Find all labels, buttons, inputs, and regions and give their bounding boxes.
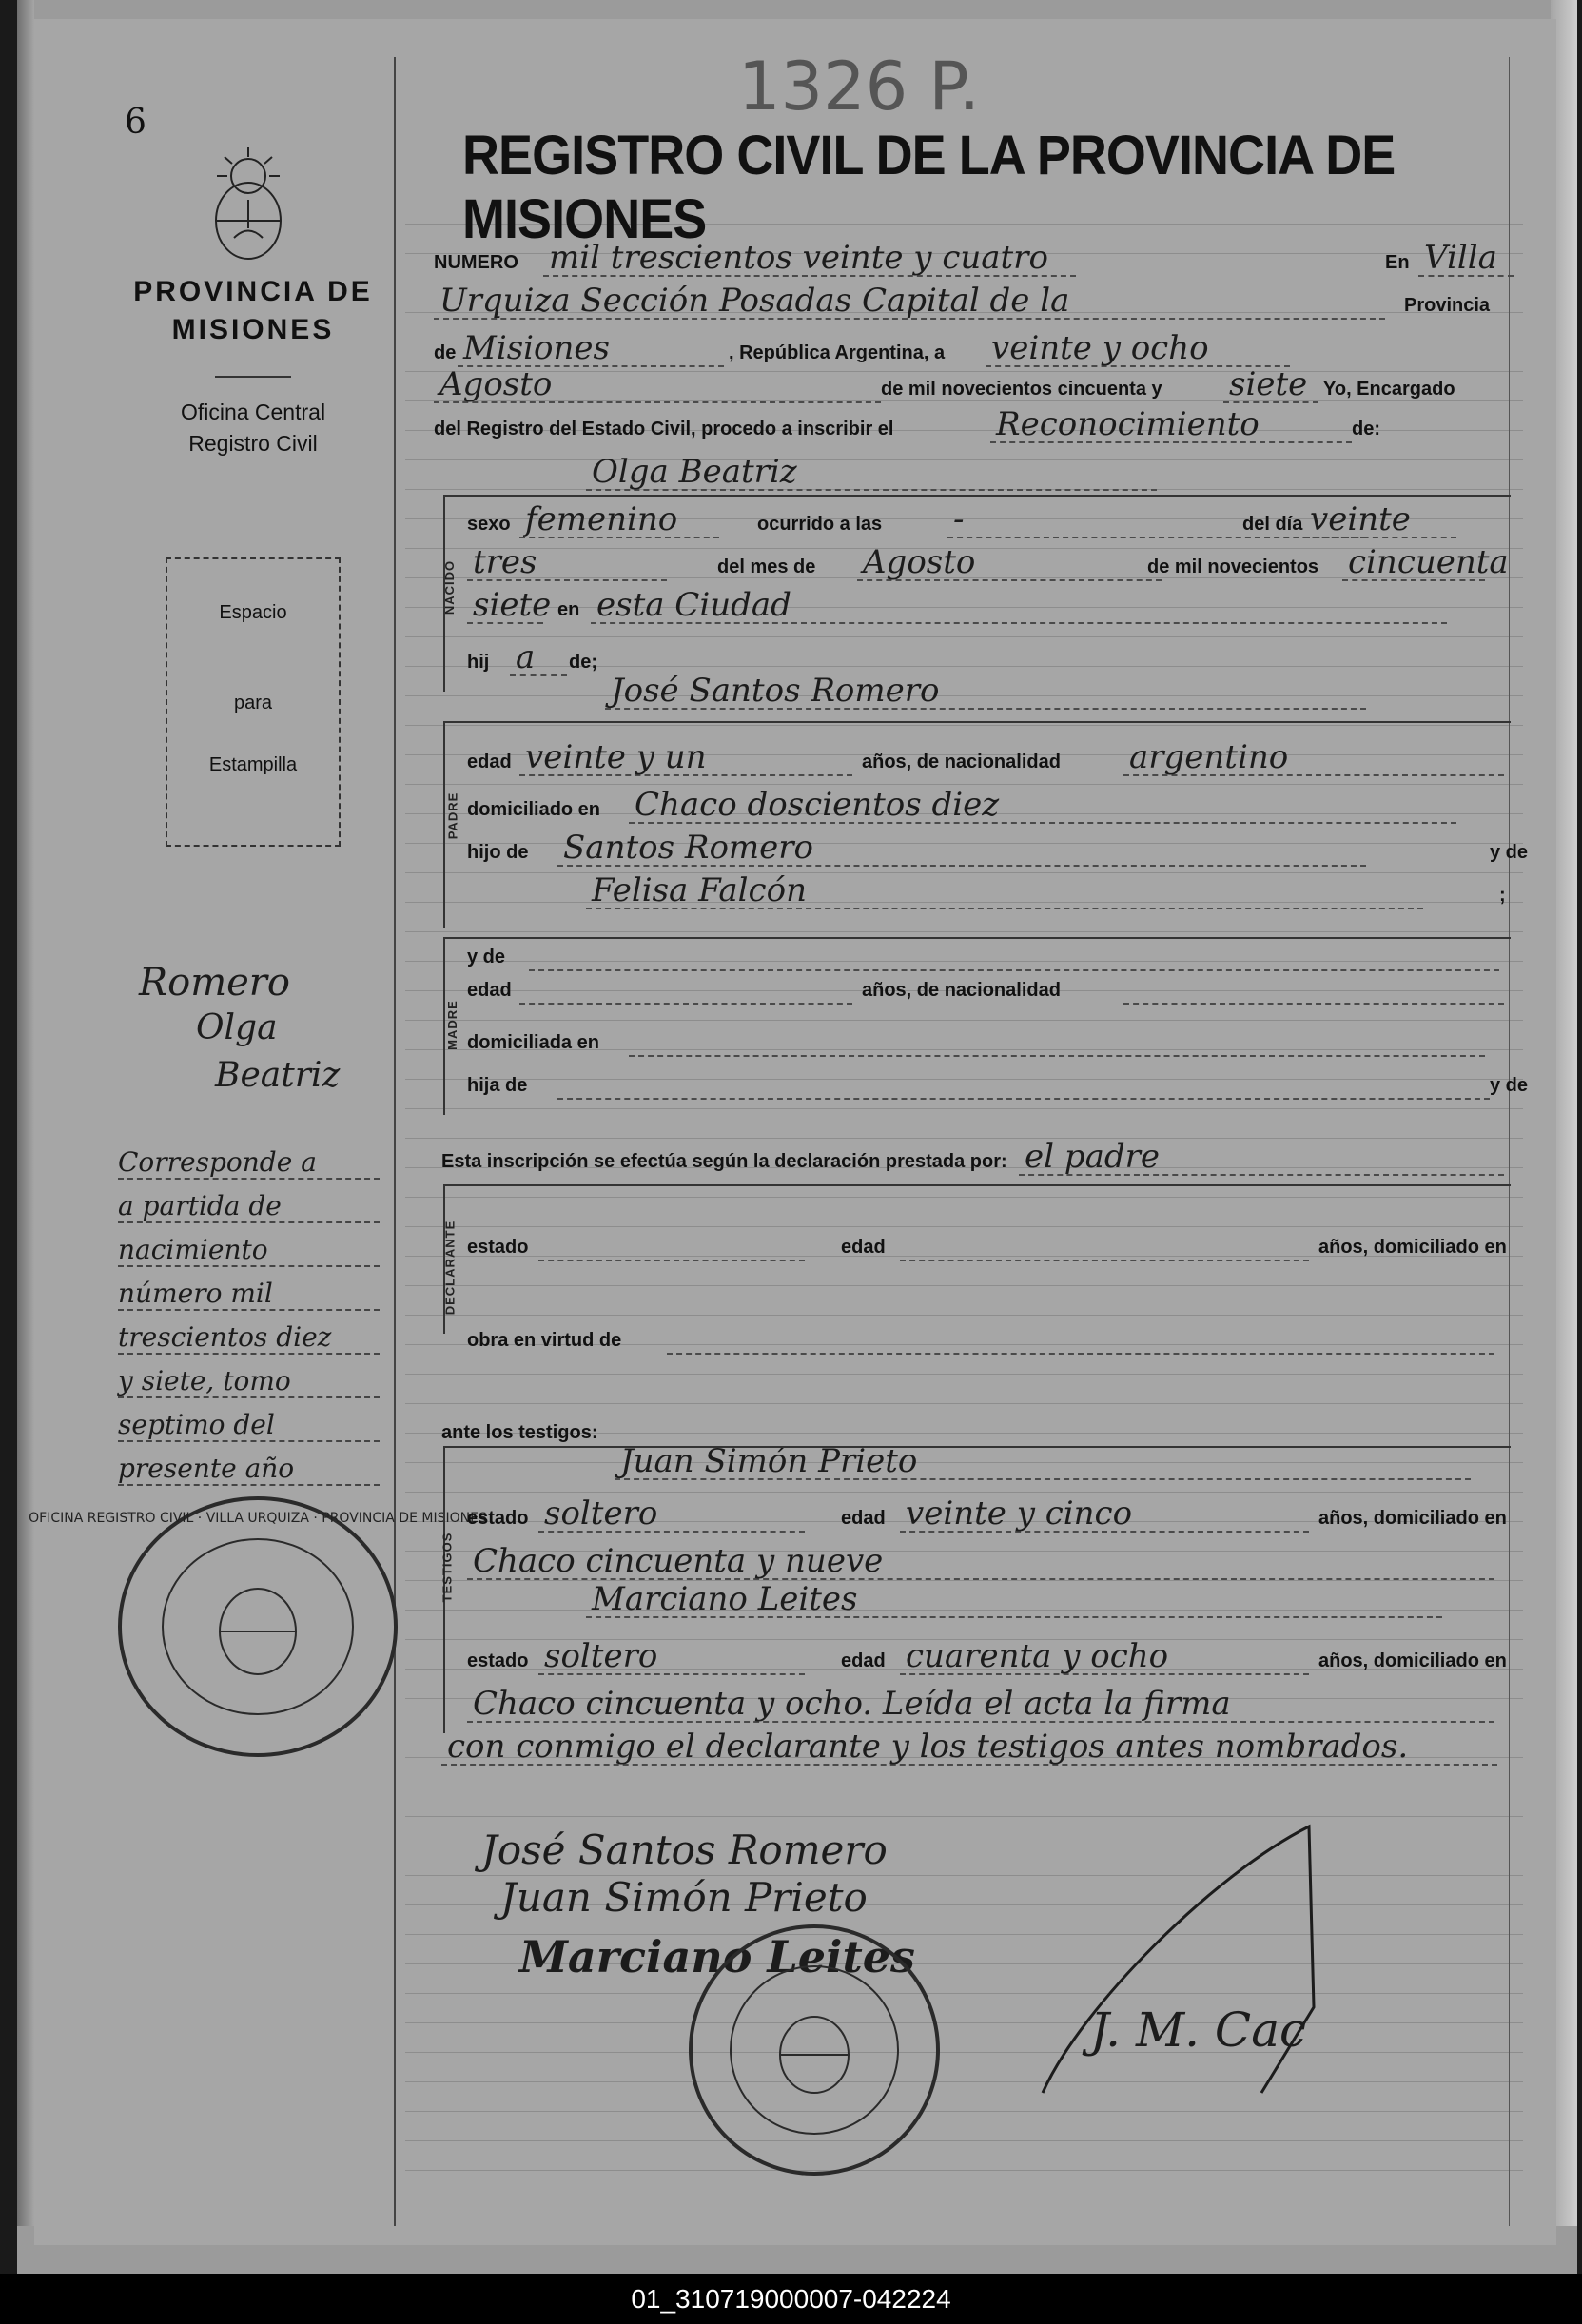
signature-flourish: [1024, 1817, 1328, 2102]
office-line1: Oficina Central: [180, 400, 326, 424]
field-line: [667, 1353, 1494, 1355]
field-label: NUMERO: [434, 252, 518, 273]
field-label: años, domiciliado en: [1318, 1237, 1507, 1258]
handwritten-value: veinte: [1310, 500, 1411, 538]
province-line1: PROVINCIA DE: [133, 276, 373, 307]
padre-section: [443, 721, 1511, 928]
field-label: de: [434, 342, 457, 363]
handwritten-value: tres: [473, 543, 537, 581]
nacido-section: [443, 495, 1511, 692]
handwritten-value: a: [516, 638, 536, 676]
margin-note-line: septimo del: [118, 1409, 380, 1442]
handwritten-value: soltero: [544, 1637, 658, 1675]
handwritten-value: Misiones: [463, 329, 610, 367]
handwritten-value: soltero: [544, 1494, 658, 1533]
field-label: de mil novecientos: [1147, 557, 1319, 577]
handwritten-value: veinte y un: [525, 738, 707, 776]
handwritten-value: veinte y ocho: [991, 329, 1209, 367]
page-body: [29, 19, 1556, 2245]
signature-encargado: J. M. Cac: [1090, 2002, 1307, 2058]
field-label: hij: [467, 652, 490, 673]
page-number: 6: [125, 103, 146, 142]
handwritten-value: cuarenta y ocho: [906, 1637, 1169, 1675]
field-label: de:: [1352, 419, 1380, 439]
field-label: hija de: [467, 1075, 528, 1096]
margin-note-line: presente año: [118, 1453, 380, 1486]
handwritten-value: con conmigo el declarante y los testigos antes nombrados.: [447, 1728, 1409, 1766]
seal-text: OFICINA REGISTRO CIVIL · VILLA URQUIZA · PROVINCIA DE MISIONES: [29, 1511, 487, 1526]
field-label: edad: [841, 1237, 886, 1258]
field-label: ante los testigos:: [441, 1422, 598, 1443]
testigos-label: TESTIGOS: [439, 1532, 455, 1603]
footer-identifier: 01_310719000007-042224: [0, 2274, 1582, 2324]
margin-note-line: Corresponde a: [118, 1146, 380, 1180]
handwritten-value: Chaco cincuenta y nueve: [473, 1542, 884, 1580]
pencil-number: 1326 P.: [738, 48, 980, 126]
field-label: años, de nacionalidad: [862, 752, 1061, 772]
margin-note-line: número mil: [118, 1278, 380, 1311]
office-line2: Registro Civil: [188, 431, 318, 456]
signature-testigo1: Juan Simón Prieto: [500, 1874, 868, 1921]
field-label: y de: [1490, 1075, 1529, 1096]
padre-label: PADRE: [445, 791, 460, 840]
field-label: del Registro del Estado Civil, procedo a inscribir el: [434, 419, 894, 439]
header-title: REGISTRO CIVIL DE LA PROVINCIA DE MISIONES: [462, 125, 1396, 250]
binding-spine: [17, 0, 34, 2226]
field-label: del mes de: [717, 557, 816, 577]
signature-declarante: José Santos Romero: [481, 1826, 888, 1873]
field-label: edad: [841, 1650, 886, 1671]
handwritten-value: Marciano Leites: [592, 1580, 858, 1618]
field-label: edad: [467, 980, 512, 1001]
province-line2: MISIONES: [171, 314, 335, 345]
field-label: años, de nacionalidad: [862, 980, 1061, 1001]
handwritten-value: Agosto: [863, 543, 976, 581]
handwritten-value: el padre: [1025, 1138, 1160, 1176]
handwritten-value: Felisa Falcón: [592, 871, 807, 909]
margin-divider: [394, 57, 396, 2226]
argentine-coat-of-arms-icon: [196, 143, 301, 266]
signature-testigo2: Marciano Leites: [519, 1931, 915, 1982]
field-label: estado: [467, 1237, 529, 1258]
handwritten-value: Olga Beatriz: [592, 453, 797, 491]
margin-firstname: Olga: [196, 1008, 278, 1047]
field-label: ;: [1499, 885, 1506, 906]
handwritten-value: Chaco cincuenta y ocho. Leída el acta la firma: [473, 1685, 1231, 1723]
margin-note-line: nacimiento: [118, 1234, 380, 1267]
handwritten-value: mil trescientos veinte y cuatro: [549, 239, 1048, 277]
field-label: hijo de: [467, 842, 529, 863]
handwritten-value: Santos Romero: [563, 829, 814, 867]
stamp-label2: para: [233, 693, 273, 713]
handwritten-value: veinte y cinco: [906, 1494, 1133, 1533]
handwritten-value: Villa: [1424, 239, 1497, 277]
field-label: ocurrido a las: [757, 514, 883, 535]
handwritten-value: femenino: [525, 500, 678, 538]
stamp-label3: Estampilla: [208, 754, 298, 775]
field-label: del día: [1242, 514, 1303, 535]
handwritten-value: esta Ciudad: [596, 586, 791, 624]
field-label: Esta inscripción se efectúa según la declaración prestada por:: [441, 1151, 1007, 1172]
field-label: , República Argentina, a: [729, 342, 946, 363]
divider: [215, 376, 291, 378]
field-label: edad: [467, 752, 512, 772]
declarante-label: DECLARANTE: [442, 1220, 458, 1316]
field-label: domiciliada en: [467, 1032, 599, 1053]
field-label: y de: [1490, 842, 1529, 863]
field-label: Provincia: [1404, 295, 1491, 316]
field-label: estado: [467, 1650, 529, 1671]
margin-note-line: y siete, tomo: [118, 1365, 380, 1398]
document-page: [17, 0, 1577, 2274]
margin-note-line: trescientos diez: [118, 1321, 380, 1355]
field-label: estado: [467, 1508, 529, 1529]
handwritten-value: siete: [473, 586, 552, 624]
margin-middlename: Beatriz: [215, 1056, 341, 1095]
field-label: obra en virtud de: [467, 1330, 622, 1351]
declarante-section: [443, 1184, 1511, 1334]
field-label: domiciliado en: [467, 799, 601, 820]
field-label: En: [1385, 252, 1410, 273]
civil-registry-seal-right: [681, 1912, 947, 2188]
field-label: edad: [841, 1508, 886, 1529]
nacido-label: NACIDO: [442, 559, 458, 615]
field-label: en: [557, 599, 580, 620]
field-label: y de: [467, 947, 506, 967]
field-label: de mil novecientos cincuenta y: [881, 379, 1162, 400]
stamp-label1: Espacio: [219, 602, 287, 623]
field-label: de;: [569, 652, 597, 673]
handwritten-value: Juan Simón Prieto: [620, 1442, 918, 1480]
margin-note-line: a partida de: [118, 1190, 380, 1223]
field-label: sexo: [467, 514, 511, 535]
field-label: años, domiciliado en: [1318, 1508, 1507, 1529]
field-label: Yo, Encargado: [1323, 379, 1455, 400]
handwritten-value: cincuenta: [1348, 543, 1509, 581]
handwritten-value: siete: [1229, 365, 1308, 403]
handwritten-value: Urquiza Sección Posadas Capital de la: [439, 282, 1070, 320]
handwritten-value: Reconocimiento: [996, 405, 1260, 443]
madre-section: [443, 937, 1511, 1115]
handwritten-value: -: [953, 500, 965, 538]
margin-surname: Romero: [139, 961, 291, 1005]
stamp-box: [166, 557, 341, 847]
handwritten-value: José Santos Romero: [611, 672, 940, 710]
field-label: años, domiciliado en: [1318, 1650, 1507, 1671]
handwritten-value: argentino: [1129, 738, 1289, 776]
handwritten-value: Chaco doscientos diez: [635, 786, 1000, 824]
handwritten-value: Agosto: [439, 365, 553, 403]
madre-label: MADRE: [444, 1000, 459, 1050]
testigos-section: [443, 1446, 1511, 1733]
